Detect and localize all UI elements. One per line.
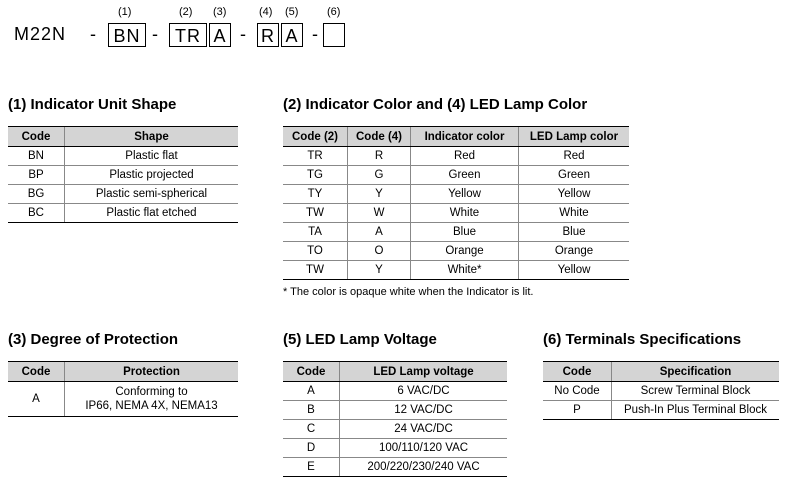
led-code: O xyxy=(348,242,411,261)
column-header: LED Lamp voltage xyxy=(340,362,508,382)
box-number-6: (6) xyxy=(327,6,341,18)
protection-line-1: Conforming to xyxy=(115,386,188,398)
model-box-1: BN xyxy=(108,23,146,47)
shape-name: Plastic flat xyxy=(65,147,239,166)
led-color: Orange xyxy=(519,242,630,261)
model-separator: - xyxy=(312,24,318,44)
shape-code: BN xyxy=(8,147,65,166)
shape-code: BG xyxy=(8,185,65,204)
voltage-value: 24 VAC/DC xyxy=(340,420,508,439)
indicator-color: Blue xyxy=(411,223,519,242)
table-row xyxy=(8,185,238,204)
model-separator: - xyxy=(152,24,158,44)
model-box-5: A xyxy=(281,23,303,47)
shape-code: BC xyxy=(8,204,65,223)
column-header: Specification xyxy=(612,362,780,382)
voltage-value: 6 VAC/DC xyxy=(340,382,508,401)
column-header: Code xyxy=(8,127,65,147)
table-row xyxy=(283,204,629,223)
led-color: Yellow xyxy=(519,261,630,280)
table-row xyxy=(283,166,629,185)
indicator-code: TY xyxy=(283,185,348,204)
indicator-color: Orange xyxy=(411,242,519,261)
terminal-spec: Screw Terminal Block xyxy=(612,382,780,401)
indicator-code: TR xyxy=(283,147,348,166)
column-header: Code (4) xyxy=(348,127,411,147)
voltage-value: 12 VAC/DC xyxy=(340,401,508,420)
led-code: Y xyxy=(348,261,411,280)
column-header: Code xyxy=(283,362,340,382)
column-header: LED Lamp color xyxy=(519,127,630,147)
terminal-spec: Push-In Plus Terminal Block xyxy=(612,401,780,420)
table-row xyxy=(283,147,629,166)
voltage-value: 100/110/120 VAC xyxy=(340,439,508,458)
indicator-color: Red xyxy=(411,147,519,166)
table-row xyxy=(543,382,779,401)
voltage-value: 200/220/230/240 VAC xyxy=(340,458,508,477)
voltage-code: C xyxy=(283,420,340,439)
voltage-code: A xyxy=(283,382,340,401)
table-row xyxy=(283,439,507,458)
indicator-color: White xyxy=(411,204,519,223)
terminals-heading: (6) Terminals Specifications xyxy=(543,331,742,348)
voltage-code: B xyxy=(283,401,340,420)
shape-heading: (1) Indicator Unit Shape xyxy=(8,96,177,113)
indicator-code: TW xyxy=(283,261,348,280)
terminal-code: No Code xyxy=(543,382,612,401)
model-code xyxy=(14,6,374,50)
indicator-code: TO xyxy=(283,242,348,261)
column-header: Code xyxy=(8,362,65,382)
table-row xyxy=(8,204,238,223)
protection-code: A xyxy=(8,382,65,417)
column-header: Code xyxy=(543,362,612,382)
led-color: Blue xyxy=(519,223,630,242)
indicator-code: TW xyxy=(283,204,348,223)
led-color: Green xyxy=(519,166,630,185)
table-row xyxy=(283,185,629,204)
led-code: W xyxy=(348,204,411,223)
table-row xyxy=(283,401,507,420)
terminal-code: P xyxy=(543,401,612,420)
indicator-color: White* xyxy=(411,261,519,280)
led-color: White xyxy=(519,204,630,223)
indicator-code: TG xyxy=(283,166,348,185)
shape-name: Plastic projected xyxy=(65,166,239,185)
color-heading: (2) Indicator Color and (4) LED Lamp Color xyxy=(283,96,588,113)
box-number-3: (3) xyxy=(213,6,227,18)
box-number-1: (1) xyxy=(118,6,132,18)
terminals-table xyxy=(543,361,779,420)
table-row xyxy=(8,147,238,166)
model-box-4: R xyxy=(257,23,279,47)
led-code: Y xyxy=(348,185,411,204)
table-row xyxy=(8,166,238,185)
voltage-code: E xyxy=(283,458,340,477)
box-number-4: (4) xyxy=(259,6,273,18)
protection-table xyxy=(8,361,238,417)
model-box-3: A xyxy=(209,23,231,47)
voltage-table xyxy=(283,361,507,477)
led-code: R xyxy=(348,147,411,166)
color-table xyxy=(283,126,629,280)
model-box-2: TR xyxy=(169,23,207,47)
shape-name: Plastic semi-spherical xyxy=(65,185,239,204)
led-color: Red xyxy=(519,147,630,166)
led-code: A xyxy=(348,223,411,242)
column-header: Code (2) xyxy=(283,127,348,147)
led-color: Yellow xyxy=(519,185,630,204)
column-header: Protection xyxy=(65,362,239,382)
table-row xyxy=(283,261,629,280)
shape-table xyxy=(8,126,238,223)
table-row xyxy=(283,382,507,401)
model-prefix: M22N xyxy=(14,24,67,44)
table-row xyxy=(543,401,779,420)
column-header: Indicator color xyxy=(411,127,519,147)
table-row xyxy=(283,242,629,261)
table-row xyxy=(8,382,238,417)
table-row xyxy=(283,420,507,439)
model-box-6 xyxy=(323,23,345,47)
voltage-code: D xyxy=(283,439,340,458)
box-number-5: (5) xyxy=(285,6,299,18)
table-row xyxy=(283,223,629,242)
led-code: G xyxy=(348,166,411,185)
column-header: Shape xyxy=(65,127,239,147)
indicator-code: TA xyxy=(283,223,348,242)
protection-value xyxy=(65,382,239,417)
box-number-2: (2) xyxy=(179,6,193,18)
indicator-color: Green xyxy=(411,166,519,185)
indicator-color: Yellow xyxy=(411,185,519,204)
model-separator: - xyxy=(240,24,246,44)
protection-heading: (3) Degree of Protection xyxy=(8,331,179,348)
shape-name: Plastic flat etched xyxy=(65,204,239,223)
table-row xyxy=(283,458,507,477)
shape-code: BP xyxy=(8,166,65,185)
protection-line-2: IP66, NEMA 4X, NEMA13 xyxy=(85,400,218,412)
voltage-heading: (5) LED Lamp Voltage xyxy=(283,331,437,348)
color-footnote: * The color is opaque white when the Indicator is lit. xyxy=(283,286,534,298)
model-separator: - xyxy=(90,24,96,44)
